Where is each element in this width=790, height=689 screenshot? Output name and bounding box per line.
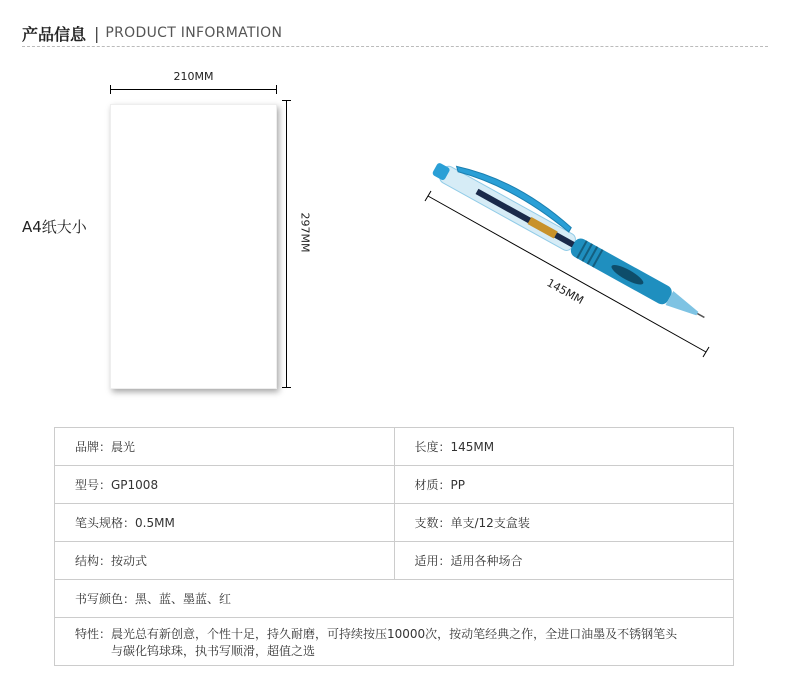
paper-height-label: 297MM	[298, 212, 312, 253]
table-row	[55, 618, 734, 666]
spec-material: 材质：PP	[394, 466, 734, 504]
table-row	[55, 428, 734, 466]
paper-height-dimension-line	[286, 100, 287, 388]
table-row	[55, 542, 734, 580]
spec-length: 长度：145MM	[394, 428, 734, 466]
pen-length-label: 145MM	[544, 276, 586, 308]
a4-size-label: A4纸大小	[22, 218, 87, 236]
paper-width-dimension-line	[110, 89, 277, 90]
header-title-en: PRODUCT INFORMATION	[105, 25, 283, 41]
spec-table	[54, 427, 734, 666]
spec-features-line1: 特性：晨光总有新创意，个性十足，持久耐磨，可持续按压10000次，按动笔经典之作，全进口油墨及不锈钢笔头	[75, 626, 678, 641]
pen-image	[420, 150, 730, 365]
spec-features	[55, 618, 734, 666]
table-row	[55, 504, 734, 542]
section-header	[22, 22, 282, 44]
spec-structure: 结构：按动式	[55, 542, 395, 580]
spec-model: 型号：GP1008	[55, 466, 395, 504]
table-row	[55, 580, 734, 618]
header-title-cn: 产品信息	[22, 24, 87, 44]
paper-width-label: 210MM	[173, 70, 214, 83]
header-divider	[22, 46, 768, 47]
spec-colors: 书写颜色：黑、蓝、墨蓝、红	[55, 580, 734, 618]
pen-illustration	[420, 150, 730, 365]
table-row	[55, 466, 734, 504]
spec-tip: 笔头规格：0.5MM	[55, 504, 395, 542]
spec-features-line2: 与碳化钨球珠，执书写顺滑，超值之选	[111, 643, 316, 658]
spec-usage: 适用：适用各种场合	[394, 542, 734, 580]
spec-count: 支数：单支/12支盒装	[394, 504, 734, 542]
header-separator: |	[94, 23, 100, 43]
spec-brand: 品牌：晨光	[55, 428, 395, 466]
pen-length-dimension-line	[425, 191, 709, 357]
a4-paper-illustration	[110, 104, 277, 389]
